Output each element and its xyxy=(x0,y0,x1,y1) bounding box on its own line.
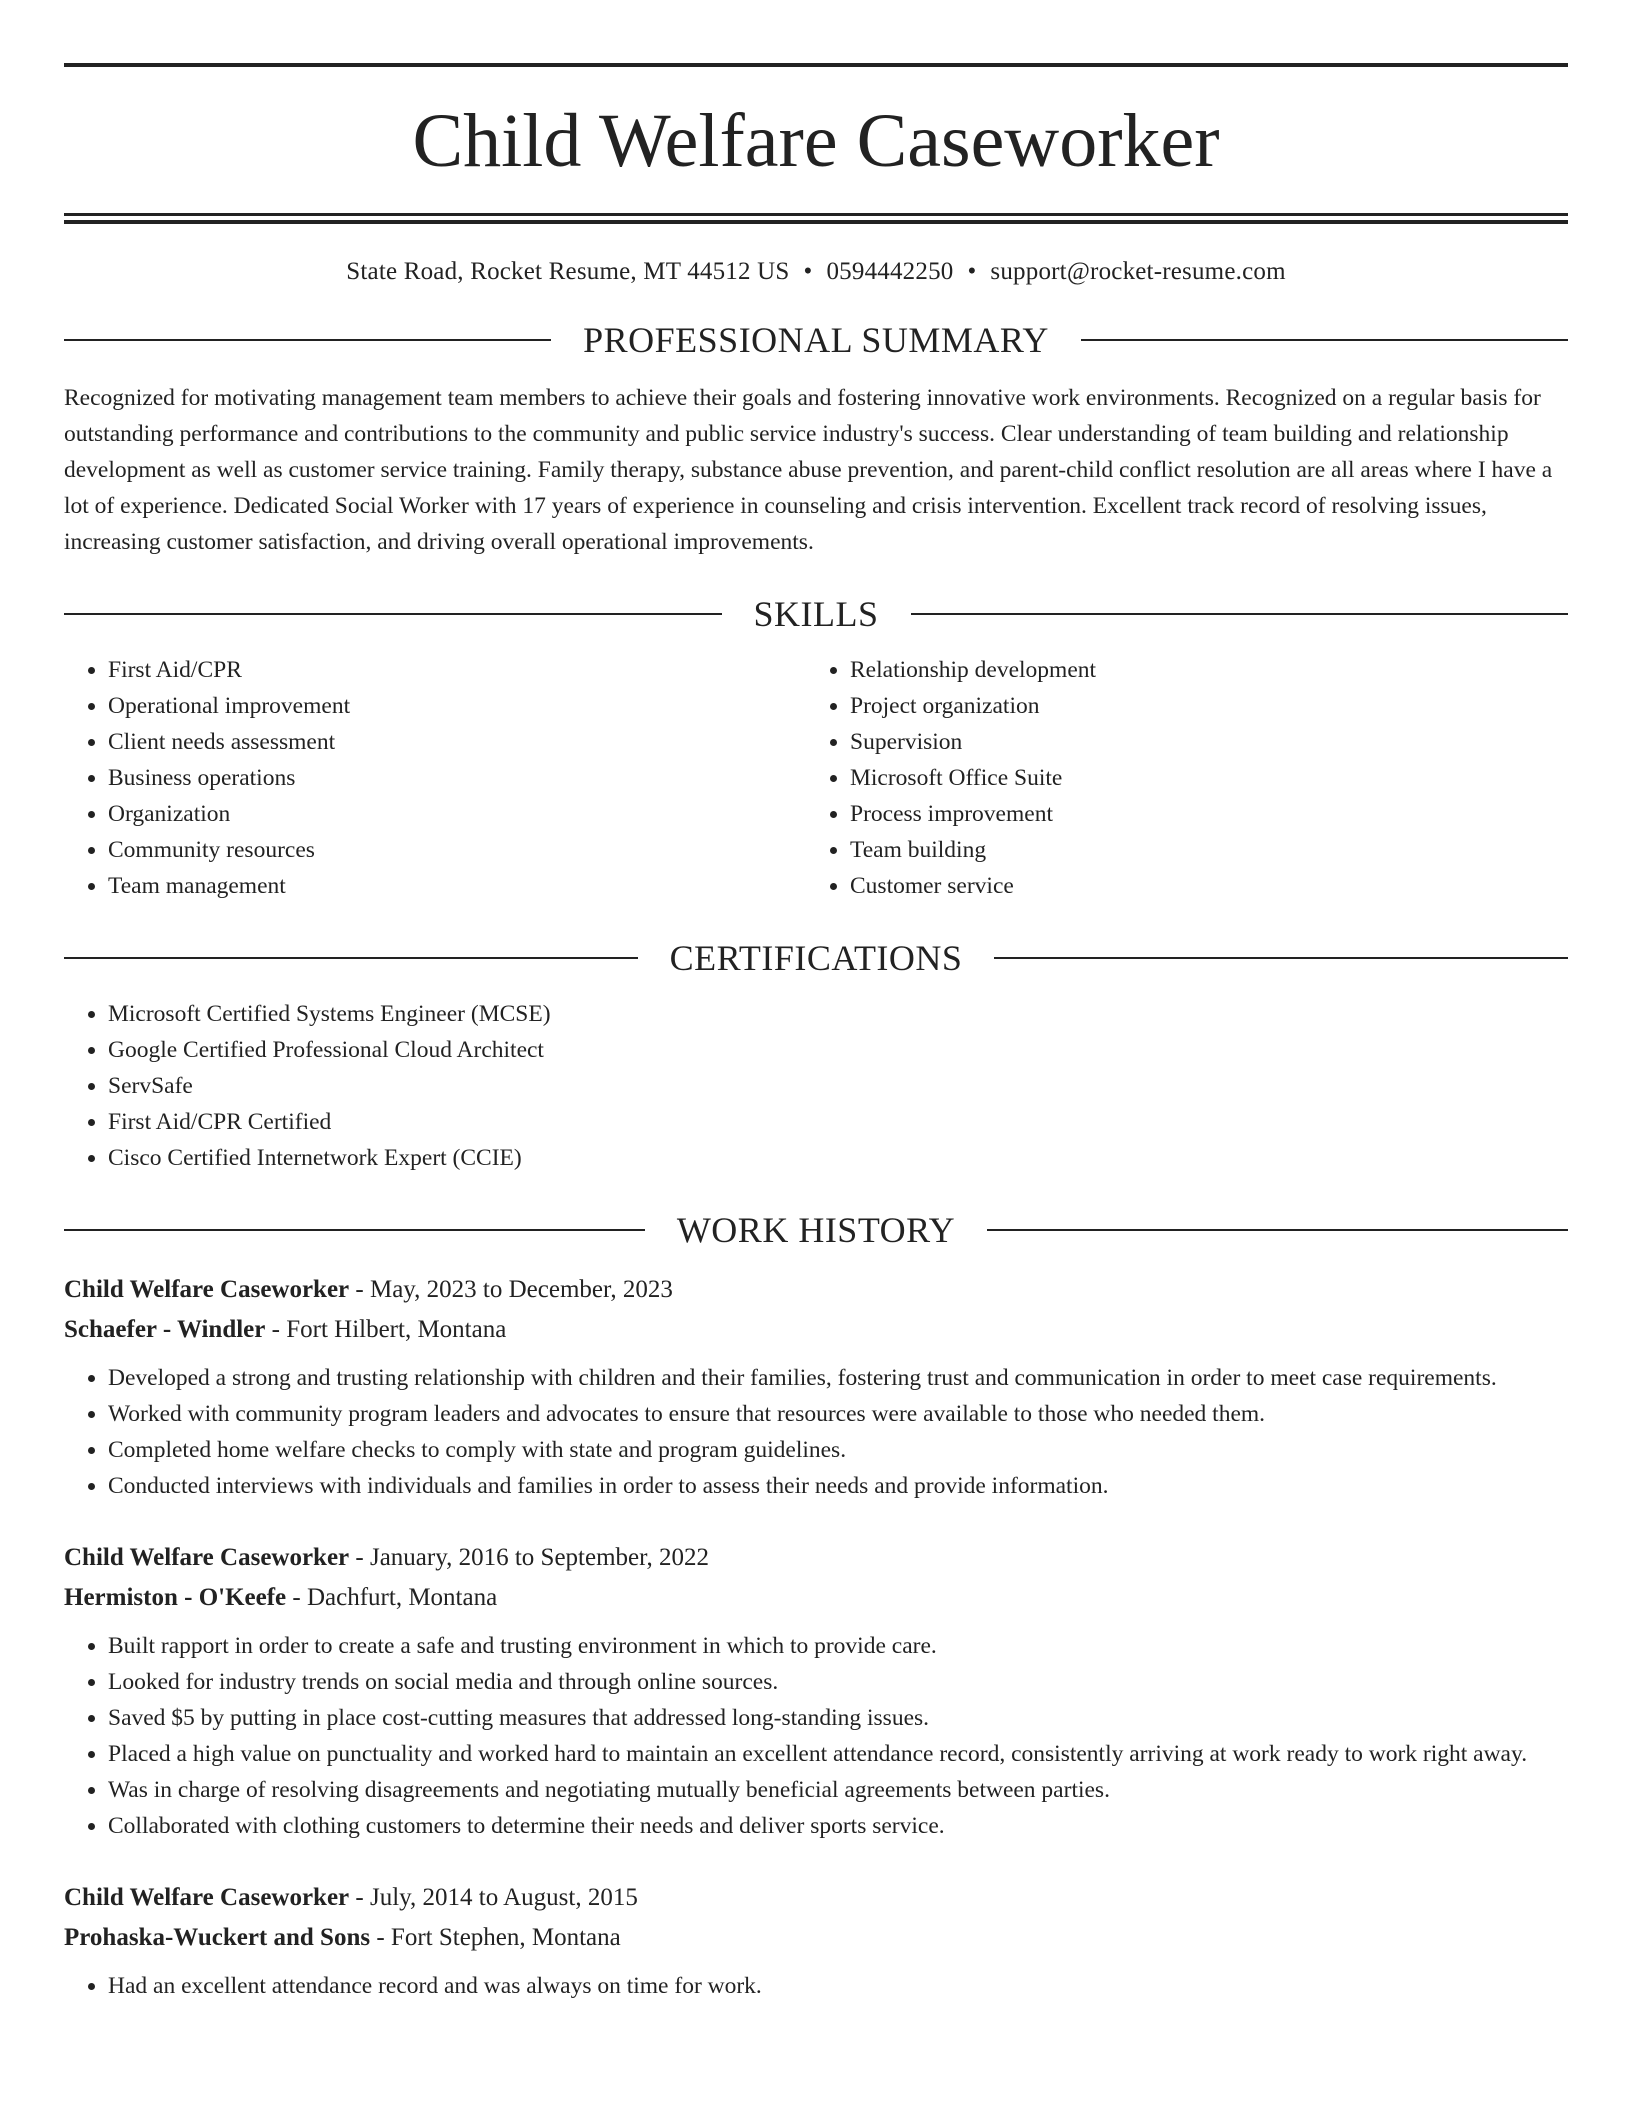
skill-item: • Team management xyxy=(108,868,806,904)
job-bullets xyxy=(64,1628,1568,1844)
skills-list xyxy=(64,652,1568,904)
job-title: Child Welfare Caseworker xyxy=(64,1544,350,1571)
job-bullet: • Built rapport in order to create a safe and trusting environment in which to provide care. xyxy=(108,1628,1568,1664)
heading-rule-left xyxy=(64,613,722,615)
job-bullet: • Conducted interviews with individuals and families in order to assess their needs and provide information. xyxy=(108,1468,1568,1504)
skills-column-left xyxy=(64,652,806,904)
section-heading-skills xyxy=(64,596,1568,632)
certification-item: • Microsoft Certified Systems Engineer (MCSE) xyxy=(108,996,1568,1032)
job-bullet: • Developed a strong and trusting relationship with children and their families, fostering trust and communication in order to meet case requirements. xyxy=(108,1360,1568,1396)
contact-address: State Road, Rocket Resume, MT 44512 US xyxy=(346,258,790,285)
job-company-line xyxy=(64,1918,1568,1958)
job-location: - Fort Hilbert, Montana xyxy=(265,1316,507,1343)
contact-separator: • xyxy=(803,258,813,285)
header-top-rule xyxy=(64,63,1568,67)
heading-rule-right xyxy=(987,1229,1568,1231)
certification-item: • First Aid/CPR Certified xyxy=(108,1104,1568,1140)
skills-column-right xyxy=(806,652,1548,904)
job-dates: - January, 2016 to September, 2022 xyxy=(349,1544,709,1571)
skill-item: • Community resources xyxy=(108,832,806,868)
skills-left-list xyxy=(64,652,806,904)
heading-rule-right xyxy=(994,957,1568,959)
job-company: Prohaska-Wuckert and Sons xyxy=(64,1924,371,1951)
certifications-list xyxy=(64,996,1568,1176)
certifications-ul xyxy=(64,996,1568,1176)
job-title: Child Welfare Caseworker xyxy=(64,1884,350,1911)
heading-rule-left xyxy=(64,1229,645,1231)
job-company: Schaefer - Windler xyxy=(64,1316,266,1343)
job-title: Child Welfare Caseworker xyxy=(64,1276,350,1303)
job-title-line xyxy=(64,1878,1568,1918)
job-location: - Dachfurt, Montana xyxy=(286,1584,498,1611)
skill-item: • Client needs assessment xyxy=(108,724,806,760)
contact-separator: • xyxy=(967,258,977,285)
resume-title: Child Welfare Caseworker xyxy=(412,99,1220,183)
job-bullets xyxy=(64,1360,1568,1504)
job-bullet: • Saved $5 by putting in place cost-cutting measures that addressed long-standing issues. xyxy=(108,1700,1568,1736)
skill-item: • Organization xyxy=(108,796,806,832)
skill-item: • Customer service xyxy=(850,868,1548,904)
job-bullet: • Worked with community program leaders and advocates to ensure that resources were available to those who needed them. xyxy=(108,1396,1568,1432)
certification-item: • Cisco Certified Internetwork Expert (CCIE) xyxy=(108,1140,1568,1176)
section-heading-summary xyxy=(64,322,1568,358)
job-bullet: • Collaborated with clothing customers to determine their needs and deliver sports service. xyxy=(108,1808,1568,1844)
certification-item: • ServSafe xyxy=(108,1068,1568,1104)
skill-item: • Team building xyxy=(850,832,1548,868)
resume-page xyxy=(64,0,1568,2004)
heading-rule-left xyxy=(64,339,551,341)
job-entry xyxy=(64,1270,1568,1504)
contact-line xyxy=(64,258,1568,286)
skill-item: • Process improvement xyxy=(850,796,1548,832)
section-heading-work-history xyxy=(64,1212,1568,1248)
job-company: Hermiston - O'Keefe xyxy=(64,1584,287,1611)
contact-email: support@rocket-resume.com xyxy=(990,258,1286,285)
skill-item: • Operational improvement xyxy=(108,688,806,724)
section-title: CERTIFICATIONS xyxy=(669,938,963,978)
skill-item: • Project organization xyxy=(850,688,1548,724)
certification-item: • Google Certified Professional Cloud Architect xyxy=(108,1032,1568,1068)
skill-item: • Relationship development xyxy=(850,652,1548,688)
heading-rule-left xyxy=(64,957,638,959)
header-double-rule xyxy=(64,213,1568,224)
skill-item: • First Aid/CPR xyxy=(108,652,806,688)
heading-rule-right xyxy=(1081,339,1568,341)
job-location: - Fort Stephen, Montana xyxy=(370,1924,621,1951)
heading-rule-right xyxy=(911,613,1569,615)
contact-phone: 0594442250 xyxy=(826,258,954,285)
job-title-line xyxy=(64,1270,1568,1310)
skill-item: • Microsoft Office Suite xyxy=(850,760,1548,796)
skills-right-list xyxy=(806,652,1548,904)
job-bullets xyxy=(64,1968,1568,2004)
section-heading-certifications xyxy=(64,940,1568,976)
skill-item: • Business operations xyxy=(108,760,806,796)
job-entry xyxy=(64,1878,1568,2004)
job-dates: - July, 2014 to August, 2015 xyxy=(349,1884,638,1911)
job-bullet: • Looked for industry trends on social media and through online sources. xyxy=(108,1664,1568,1700)
job-bullet: • Placed a high value on punctuality and worked hard to maintain an excellent attendance record, consistently arriving at work ready to work right away. xyxy=(108,1736,1568,1772)
skill-item: • Supervision xyxy=(850,724,1548,760)
job-bullet: • Completed home welfare checks to comply with state and program guidelines. xyxy=(108,1432,1568,1468)
job-dates: - May, 2023 to December, 2023 xyxy=(349,1276,673,1303)
section-title: PROFESSIONAL SUMMARY xyxy=(583,320,1049,360)
job-entry xyxy=(64,1538,1568,1844)
job-bullet: • Was in charge of resolving disagreements and negotiating mutually beneficial agreements between parties. xyxy=(108,1772,1568,1808)
professional-summary-text: Recognized for motivating management team members to achieve their goals and fostering innovative work environments. Recognized on a regular basis for outstanding performance and contributions to the community and public service industry's success. Clear understanding of team building and relationship development as well as customer service training. Family therapy, substance abuse prevention, and parent-child conflict resolution are all areas where I have a lot of experience. Dedicated Social Worker with 17 years of experience in counseling and crisis intervention. Excellent track record of resolving issues, increasing customer satisfaction, and driving overall operational improvements. xyxy=(64,385,1553,555)
job-bullet: • Had an excellent attendance record and was always on time for work. xyxy=(108,1968,1568,2004)
job-company-line xyxy=(64,1310,1568,1350)
section-title: SKILLS xyxy=(753,594,879,634)
job-title-line xyxy=(64,1538,1568,1578)
job-company-line xyxy=(64,1578,1568,1618)
section-title: WORK HISTORY xyxy=(676,1210,956,1250)
